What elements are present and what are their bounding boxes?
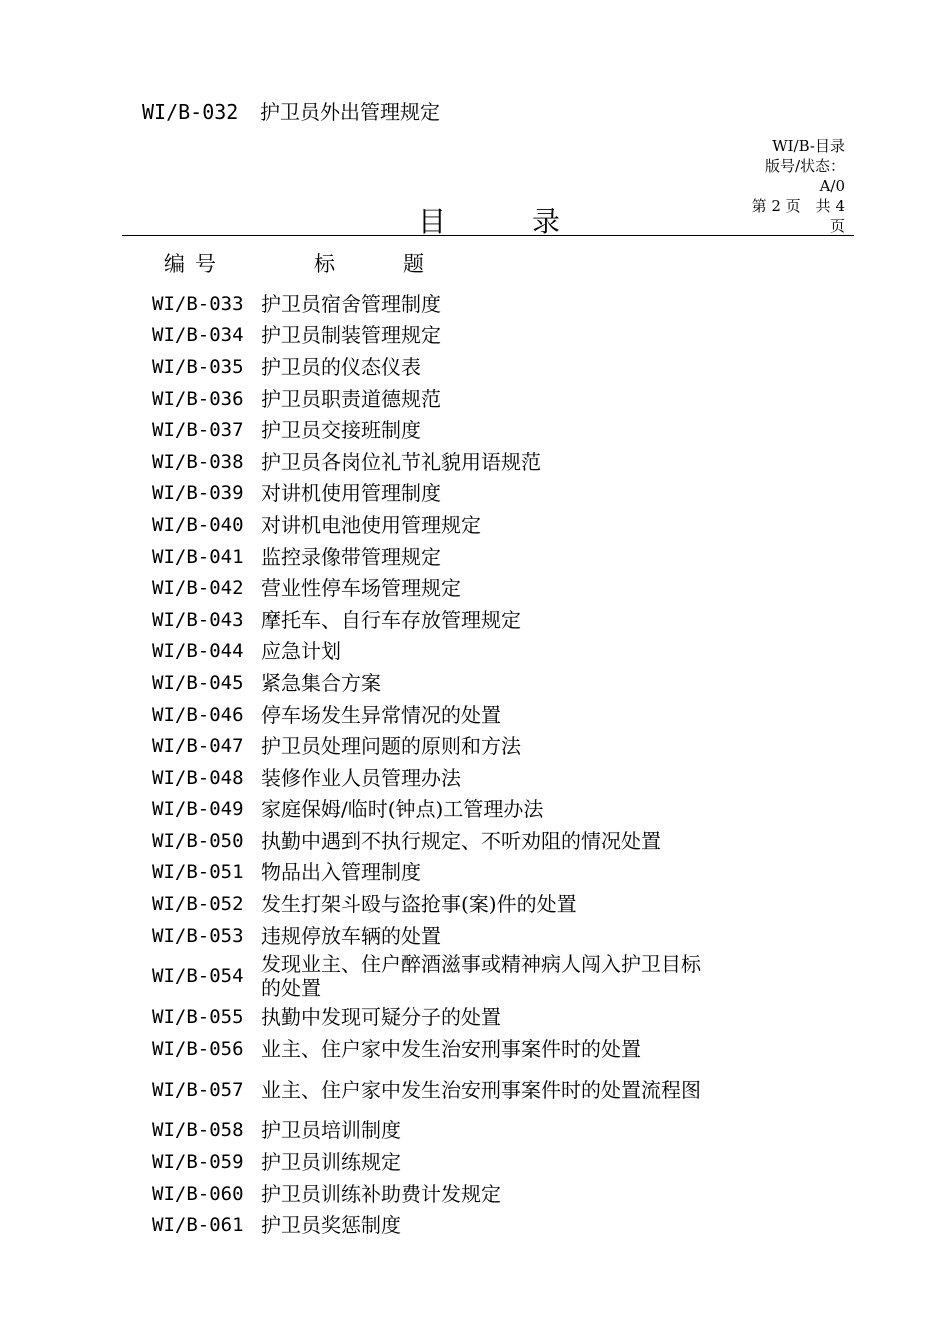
entry-code: WI/B-060 <box>152 1182 244 1205</box>
entry-code: WI/B-043 <box>152 608 244 631</box>
header-code: 编号 <box>164 252 226 276</box>
column-headers <box>164 248 492 278</box>
entry-title: 物品出入管理制度 <box>261 860 421 885</box>
entry-title: 护卫员制装管理规定 <box>261 323 441 348</box>
toc-row <box>152 1146 732 1178</box>
toc-row <box>152 509 732 541</box>
entry-code: WI/B-057 <box>152 1078 244 1101</box>
entry-title: 护卫员处理问题的原则和方法 <box>261 734 521 759</box>
toc-row <box>152 1033 732 1065</box>
entry-code: WI/B-032 <box>142 100 239 124</box>
toc-row <box>152 951 732 1001</box>
toc-row <box>152 351 732 383</box>
document-info-block <box>735 136 845 236</box>
entry-code: WI/B-034 <box>152 324 244 347</box>
entry-title: 违规停放车辆的处置 <box>261 923 441 948</box>
entry-title: 护卫员宿舍管理制度 <box>261 291 441 316</box>
version-label: 版号/状态： <box>764 157 845 175</box>
toc-row <box>152 1065 732 1115</box>
entry-title: 发现业主、住户醉酒滋事或精神病人闯入护卫目标的处置 <box>261 952 701 1001</box>
entry-code: WI/B-054 <box>152 965 244 988</box>
entry-title: 护卫员各岗位礼节礼貌用语规范 <box>261 449 541 474</box>
toc-row <box>152 699 732 731</box>
title-char-left: 目 <box>418 205 447 238</box>
toc-row <box>152 288 732 320</box>
entry-code: WI/B-037 <box>152 419 244 442</box>
document-id: WI/B-目录 <box>772 137 845 155</box>
entry-title: 应急计划 <box>261 639 341 664</box>
entry-title: 监控录像带管理规定 <box>261 544 441 569</box>
entry-title: 发生打架斗殴与盗抢事(案)件的处置 <box>261 892 577 917</box>
entry-title: 护卫员职责道德规范 <box>261 386 441 411</box>
toc-row <box>152 383 732 415</box>
toc-row <box>152 414 732 446</box>
entry-title: 护卫员的仪态仪表 <box>261 354 421 379</box>
entry-code: WI/B-039 <box>152 482 244 505</box>
entry-code: WI/B-035 <box>152 355 244 378</box>
carried-over-entry <box>142 96 440 125</box>
toc-row <box>152 446 732 478</box>
toc-row <box>152 857 732 889</box>
entry-code: WI/B-045 <box>152 671 244 694</box>
entry-code: WI/B-038 <box>152 450 244 473</box>
version-value: A/0 <box>819 177 845 195</box>
entry-code: WI/B-049 <box>152 798 244 821</box>
entry-title: 护卫员奖惩制度 <box>261 1213 401 1238</box>
entry-title: 业主、住户家中发生治安刑事案件时的处置流程图 <box>261 1077 701 1102</box>
entry-code: WI/B-048 <box>152 766 244 789</box>
entry-title: 装修作业人员管理办法 <box>261 765 461 790</box>
entry-title: 营业性停车场管理规定 <box>261 576 461 601</box>
entry-code: WI/B-055 <box>152 1006 244 1029</box>
toc-row <box>152 478 732 510</box>
entry-code: WI/B-033 <box>152 292 244 315</box>
entry-code: WI/B-044 <box>152 640 244 663</box>
page-number: 第 2 页 共 4 <box>751 197 845 215</box>
entry-title: 护卫员训练补助费计发规定 <box>261 1181 501 1206</box>
toc-row <box>152 667 732 699</box>
toc-row <box>152 825 732 857</box>
entry-title: 业主、住户家中发生治安刑事案件时的处置 <box>261 1036 641 1061</box>
toc-row <box>152 1178 732 1210</box>
toc-row <box>152 920 732 952</box>
toc-row <box>152 762 732 794</box>
entry-code: WI/B-059 <box>152 1151 244 1174</box>
toc-row <box>152 320 732 352</box>
title-divider <box>122 235 854 236</box>
toc-row <box>152 604 732 636</box>
toc-row <box>152 541 732 573</box>
entry-code: WI/B-051 <box>152 861 244 884</box>
entry-code: WI/B-046 <box>152 703 244 726</box>
toc-row <box>152 1001 732 1033</box>
entry-code: WI/B-061 <box>152 1214 244 1237</box>
entry-title: 护卫员交接班制度 <box>261 418 421 443</box>
entry-code: WI/B-056 <box>152 1037 244 1060</box>
entry-code: WI/B-047 <box>152 735 244 758</box>
header-title: 标题 <box>314 252 492 276</box>
toc-row <box>152 572 732 604</box>
entry-title: 执勤中发现可疑分子的处置 <box>261 1005 501 1030</box>
entry-title: 护卫员外出管理规定 <box>260 100 440 124</box>
entry-code: WI/B-036 <box>152 387 244 410</box>
entry-code: WI/B-058 <box>152 1119 244 1142</box>
entry-title: 执勤中遇到不执行规定、不听劝阻的情况处置 <box>261 828 661 853</box>
toc-list <box>152 288 732 1241</box>
toc-row <box>152 1115 732 1147</box>
toc-row <box>152 730 732 762</box>
entry-code: WI/B-040 <box>152 513 244 536</box>
entry-title: 护卫员培训制度 <box>261 1118 401 1143</box>
page-title <box>418 200 560 240</box>
toc-row <box>152 794 732 826</box>
entry-code: WI/B-052 <box>152 893 244 916</box>
entry-code: WI/B-050 <box>152 829 244 852</box>
page-suffix: 页 <box>829 217 845 235</box>
entry-title: 对讲机使用管理制度 <box>261 481 441 506</box>
entry-title: 家庭保姆/临时(钟点)工管理办法 <box>261 797 544 822</box>
toc-row <box>152 636 732 668</box>
entry-code: WI/B-042 <box>152 577 244 600</box>
entry-code: WI/B-041 <box>152 545 244 568</box>
toc-row <box>152 1209 732 1241</box>
title-char-right: 录 <box>532 205 561 238</box>
entry-title: 停车场发生异常情况的处置 <box>261 702 501 727</box>
toc-row <box>152 888 732 920</box>
entry-title: 护卫员训练规定 <box>261 1150 401 1175</box>
entry-title: 紧急集合方案 <box>261 670 381 695</box>
entry-title: 摩托车、自行车存放管理规定 <box>261 607 521 632</box>
entry-title: 对讲机电池使用管理规定 <box>261 512 481 537</box>
entry-code: WI/B-053 <box>152 924 244 947</box>
